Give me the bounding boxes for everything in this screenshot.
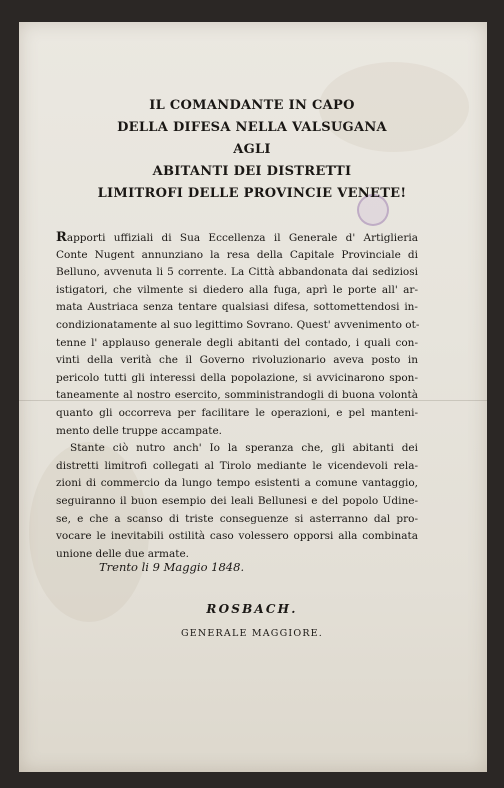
body-line: vinti della verità che il Governo rivoluzionario aveva posto in bbox=[56, 354, 418, 367]
heading-line: ABITANTI DEI DISTRETTI bbox=[152, 164, 352, 179]
body-line: mento delle truppe accampate. bbox=[56, 424, 223, 437]
heading-line: DELLA DIFESA NELLA VALSUGANA bbox=[117, 120, 387, 135]
body-line: Conte Nugent annunziano la resa della Capitale Provinciale di bbox=[56, 248, 418, 261]
body-line: tenne l' applauso generale degli abitanti del contado, i quali con- bbox=[56, 336, 418, 349]
body-line: Stante ciò nutro anch' Io la speranza che, gli abitanti dei bbox=[70, 442, 418, 455]
body-line: taneamente al nostro esercito, somministrandogli di buona volontà bbox=[56, 389, 418, 402]
body-line: quanto gli occorreva per facilitare le operazioni, e pel manteni- bbox=[56, 406, 418, 419]
body-line: condizionatamente al suo legittimo Sovrano. Quest' avvenimento ot- bbox=[56, 318, 420, 331]
heading-line: AGLI bbox=[233, 142, 271, 157]
body-line: unione delle due armate. bbox=[56, 547, 190, 560]
body-line: Belluno, avvenuta li 5 corrente. La Città abbandonata dai sediziosi bbox=[56, 266, 418, 279]
body-line: se, e che a scanso di triste conseguenze si asterranno dal pro- bbox=[56, 512, 418, 525]
body-line: pericolo tutti gli interessi della popolazione, si avvicinarono spon- bbox=[56, 371, 418, 384]
date-line: Trento li 9 Maggio 1848. bbox=[99, 560, 245, 574]
proclamation-body bbox=[56, 229, 418, 563]
body-line: vocare le inevitabili ostilità caso volessero opporsi alla combinata bbox=[56, 530, 418, 543]
proclamation-heading bbox=[0, 95, 504, 205]
signer-name: ROSBACH. bbox=[206, 602, 298, 616]
body-line: seguiranno il buon esempio dei leali Bellunesi e del popolo Udine- bbox=[56, 494, 418, 507]
heading-line: LIMITROFI DELLE PROVINCIE VENETE! bbox=[97, 186, 407, 201]
signer-rank: GENERALE MAGGIORE. bbox=[180, 628, 324, 639]
heading-line: IL COMANDANTE IN CAPO bbox=[149, 98, 355, 113]
drop-cap: R bbox=[56, 230, 67, 245]
body-line: istigatori, che vilmente si diedero alla fuga, aprì le porte all' ar- bbox=[56, 283, 418, 296]
body-line: zioni di commercio da lungo tempo esistenti a comune vantaggio, bbox=[56, 477, 418, 490]
body-line: mata Austriaca senza tentare qualsiasi difesa, sottomettendosi in- bbox=[56, 301, 418, 314]
body-line: Rapporti uffiziali di Sua Eccellenza il Generale d' Artiglieria bbox=[56, 230, 418, 245]
body-line: distretti limitrofi collegati al Tirolo mediante le vicendevoli rela- bbox=[56, 459, 418, 472]
